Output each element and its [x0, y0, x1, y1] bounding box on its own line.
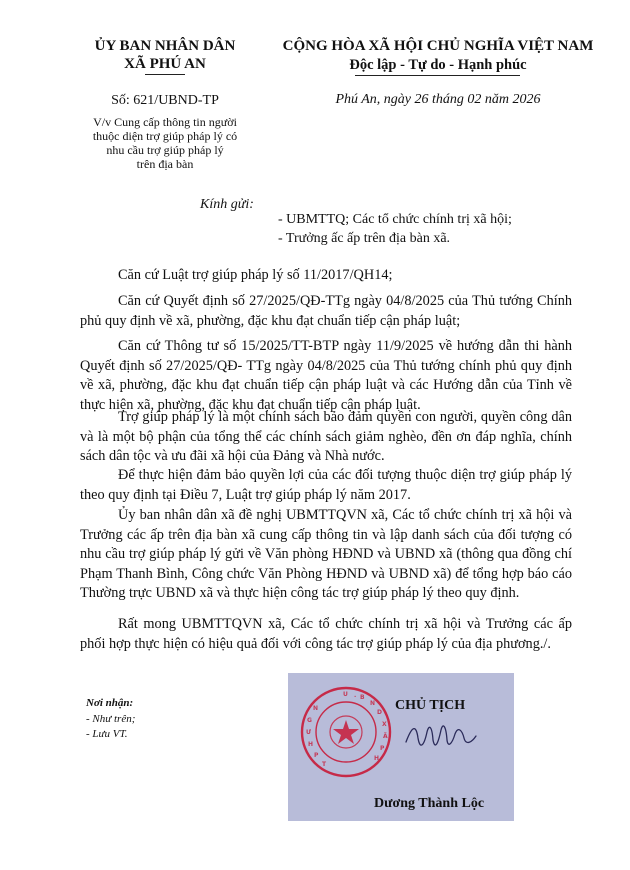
body-paragraph: Trợ giúp pháp lý là một chính sách bảo đảm quyền con người, quyền công dân và là một bộ phận của tổng thể các chính sách giảm nghèo, đền ơn đáp nghĩa, chính sách dân tộc và ưu đãi xã hội của Đảng và Nhà nước. [80, 409, 572, 465]
signer-name: Dương Thành Lộc [374, 796, 485, 811]
distribution-item: - Lưu VT. [86, 728, 128, 740]
body-paragraph: Căn cứ Thông tư số 15/2025/TT-BTP ngày 11/9/2025 về hướng dẫn thi hành Quyết định số 27/2025/QĐ- TTg ngày 04/8/2025 của Thủ tướng chính phủ quy định về xã, phường, đặc khu đạt chuẩn tiếp cận pháp luật và các Hướng dẫn của Tỉnh về thực hiện xã, phường, đặc khu đạt chuẩn tiếp cận pháp luật. [80, 338, 572, 413]
svg-text:N: N [313, 705, 319, 712]
document-subject [80, 115, 250, 171]
motto-underline [355, 75, 520, 76]
svg-text:N: N [370, 700, 376, 707]
svg-text:Ã: Ã [383, 733, 388, 740]
recipient-item: - UBMTTQ; Các tổ chức chính trị xã hội; [278, 212, 512, 227]
national-title: CỘNG HÒA XÃ HỘI CHỦ NGHĨA VIỆT NAM [282, 38, 594, 54]
subject-line: V/v Cung cấp thông tin người [93, 115, 237, 129]
svg-text:G: G [307, 717, 312, 724]
official-seal-icon [298, 684, 394, 780]
svg-text:P: P [380, 745, 385, 752]
distribution-item: - Như trên; [86, 713, 136, 725]
svg-text:X: X [382, 721, 387, 728]
svg-text:U: U [343, 691, 348, 698]
subject-line: thuộc diện trợ giúp pháp lý có [92, 129, 238, 143]
agency-underline [145, 74, 185, 75]
body-paragraph: Ủy ban nhân dân xã đề nghị UBMTTQVN xã, Các tổ chức chính trị xã hội và Trưởng các ấp trên địa bàn xã cung cấp thông tin và lập danh sách của đối tượng có nhu cầu trợ giúp pháp lý gửi về Văn phòng HĐND và UBND xã (thông qua đồng chí Phạm Thanh Bình, Công chức Văn Phòng HĐND và UBND xã) để tổng hợp báo cáo Thường trực UBND xã và thực hiện công tác trợ giúp pháp lý theo quy định. [80, 507, 572, 602]
svg-text:.: . [354, 692, 357, 699]
svg-text:B: B [360, 694, 365, 701]
body-paragraph: Căn cứ Luật trợ giúp pháp lý số 11/2017/QH14; [118, 267, 393, 283]
distribution-label: Nơi nhận: [86, 697, 134, 709]
body-paragraph: Căn cứ Quyết định số 27/2025/QĐ-TTg ngày 04/8/2025 của Thủ tướng Chính phủ quy định về xã, phường, đặc khu đạt chuẩn tiếp cận pháp luật; [80, 293, 572, 329]
body-paragraph: Rất mong UBMTTQVN xã, Các tổ chức chính trị xã hội và Trưởng các ấp phối hợp thực hiện có hiệu quả đối với công tác trợ giúp pháp lý của địa phương./. [80, 616, 572, 652]
handwritten-signature-icon [402, 716, 480, 756]
body-paragraph: Để thực hiện đảm bảo quyền lợi của các đối tượng thuộc diện trợ giúp pháp lý theo quy định tại Điều 7, Luật trợ giúp pháp lý năm 2017. [80, 467, 572, 503]
svg-text:T: T [322, 761, 327, 768]
svg-text:H: H [374, 755, 380, 762]
document-number: Số: 621/UBND-TP [111, 93, 219, 108]
svg-text:H: H [308, 741, 314, 748]
signer-title: CHỦ TỊCH [395, 698, 466, 713]
subject-line: trên địa bàn [136, 157, 194, 171]
svg-text:P: P [314, 752, 319, 759]
addressee-label: Kính gửi: [200, 197, 254, 212]
issuing-agency-line1: ỦY BAN NHÂN DÂN [94, 38, 236, 54]
subject-line: nhu cầu trợ giúp pháp lý [106, 143, 224, 157]
national-motto: Độc lập - Tự do - Hạnh phúc [349, 57, 527, 73]
recipient-item: - Trưởng ấc ấp trên địa bàn xã. [278, 231, 451, 246]
svg-text:Ư: Ư [306, 729, 312, 736]
document-date: Phú An, ngày 26 tháng 02 năm 2026 [335, 92, 541, 107]
issuing-agency-line2: XÃ PHÚ AN [124, 56, 206, 72]
svg-text:D: D [377, 709, 382, 716]
